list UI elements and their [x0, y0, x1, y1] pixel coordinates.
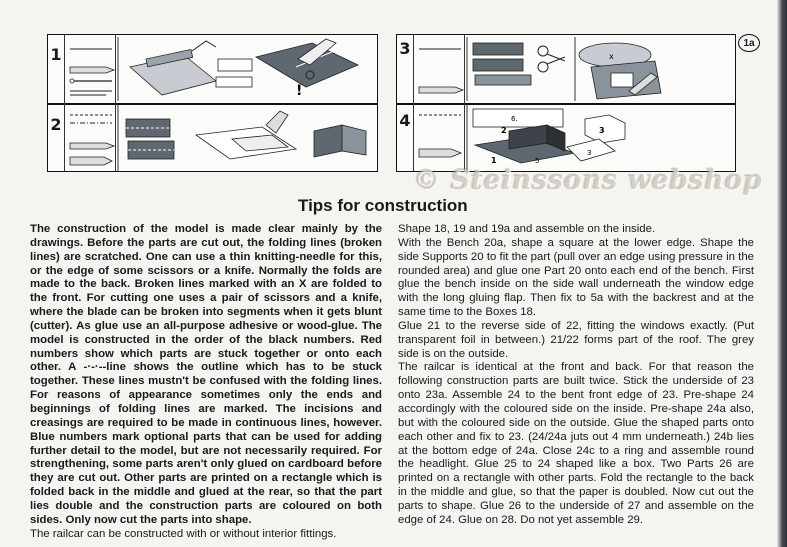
page-title: Tips for construction: [298, 196, 468, 215]
paragraph: The construction of the model is made clear mainly by the drawings. Before the parts are cut out, the folding lines (broken lines) are scratched. One can use a thin knitting-needle for this, or the edge of some scissors or a knife. Normally the folds are made to the back. Broken lines marked with an X are folded to the front. For cutting one uses a pair of scissors and a knife, where the blade can be broken into segments when it gets blunt (cutter). As glue use an all-purpose adhesive or wood-glue. The model is constructed in the order of the black numbers. Red numbers show which parts are stuck together or onto each other. A -·-·--line shows the outline which has to be stuck together. These lines mustn't be confused with the folding lines. For reasons of appearance sometimes only the ends and beginnings of folding lines are marked. The incisions and creasings are required to be made in continuous lines, however. Blue numbers mark optional parts that can be used for adding further detail to the model, but are not necessarily required. For strengthening, some parts aren't only glued on cardboard before they are cut out. Other parts are printed on a rectangle which is folded back in the middle and glued at the rear, so that the part lies double and the construction parts are coloured on both sides. Only now cut the parts into shape.: [30, 223, 382, 526]
svg-text:3: 3: [599, 126, 605, 135]
paragraph: Shape 18, 19 and 19a and assemble on the inside.: [398, 223, 656, 235]
svg-text:5: 5: [535, 157, 540, 165]
svg-text:3: 3: [587, 149, 592, 157]
right-text-column: [398, 223, 754, 528]
watermark: © Steinssons webshop: [413, 165, 763, 196]
svg-text:x: x: [609, 52, 614, 61]
paragraph: The railcar is identical at the front and back. For that reason the following construction parts are built twice. Stick the underside of 23 onto 23a. Assemble 24 to the bent front edge of 23. Pre-shape 24 accordingly with the coloured side on the inside. Pre-shape 24a also, but with the coloured side on the outside. Glue the shaped parts onto each other and fix to 23. (24/24a juts out 4 mm underneath.) 24b lies at the bottom edge of 24a. Close 24c to a ring and assemble round the headlight. Glue 25 to 24 shaped like a box. Two Parts 26 are printed on a rectangle with other parts. Fold the rectangle to the back in the middle and glue, so that the paper is doubled. Now cut out the parts to shape. Glue 26 to the underside of 27 and assemble on the edge of 24. Glue on 28. Do not yet assemble 29.: [398, 361, 754, 526]
svg-text:!: !: [296, 83, 303, 99]
glue-tube-icon: [419, 149, 461, 157]
knife-icon: [70, 67, 114, 73]
step-number-2: 2: [50, 115, 62, 134]
step-number-4: 4: [399, 111, 411, 130]
knife-icon: [70, 143, 114, 149]
instruction-panel-left: [47, 34, 378, 172]
paragraph: The railcar can be constructed with or without interior fittings.: [30, 527, 337, 540]
page-badge: 1a: [738, 34, 760, 52]
svg-text:2: 2: [501, 126, 507, 135]
scissors-icon: [538, 46, 565, 72]
page-edge-shadow: [777, 0, 787, 547]
instruction-panel-right: [396, 34, 736, 172]
step-1-diagram: [66, 37, 378, 101]
step-4-diagram: [415, 105, 735, 171]
svg-text:6.: 6.: [511, 115, 518, 123]
left-text-column: [30, 223, 382, 541]
needle-icon: [70, 79, 112, 83]
paragraph: Glue 21 to the reverse side of 22, fitting the windows exactly. (Put transparent foil in between.) 21/22 forms part of the roof. The grey side is on the outside.: [398, 319, 754, 360]
paragraph: With the Bench 20a, shape a square at the lower edge. Shape the side Supports 20 to fit the part (pull over an edge using pressure in the rounded area) and glue one Part 20 onto each end of the bench. First glue the bench inside on the side wall underneath the window edge with the long gluing flap. Then fix to 5a with the backrest and at the same time to the Boxes 18.: [398, 236, 754, 319]
glue-tube-icon: [70, 157, 112, 165]
step-number-3: 3: [399, 39, 411, 58]
step-3-diagram: [415, 37, 735, 101]
step-number-1: 1: [50, 45, 62, 64]
scissors-icon: [70, 91, 112, 95]
knife-icon: [419, 87, 463, 93]
svg-text:1: 1: [491, 156, 497, 165]
step-2-diagram: [66, 105, 378, 171]
